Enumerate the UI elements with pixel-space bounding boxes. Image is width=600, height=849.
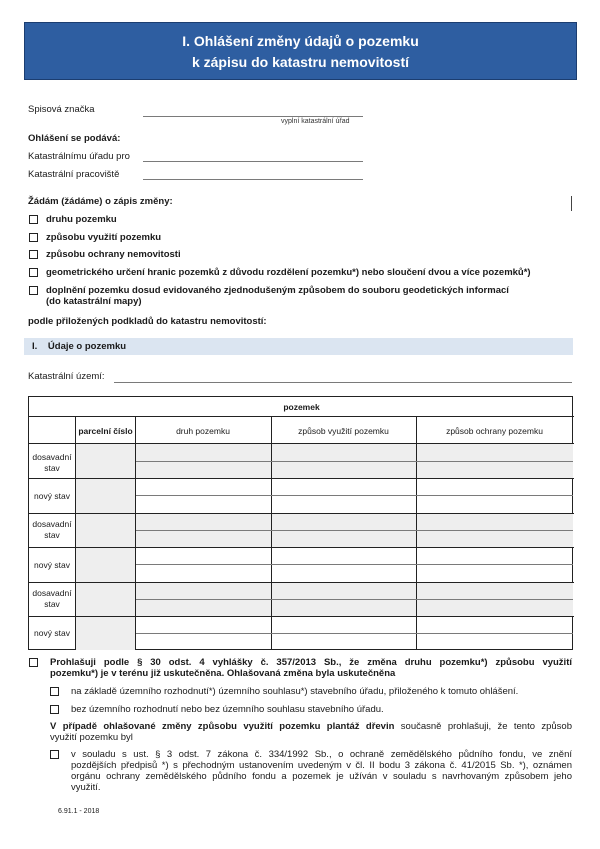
option-zpusob-ochrany: způsobu ochrany nemovitosti: [46, 249, 181, 260]
row-label-novy-1: nový stav: [34, 491, 70, 501]
form-title-line1: I. Ohlášení změny údajů o pozemku: [182, 33, 419, 49]
podkladu-label: podle přiložených podkladů do katastru nemovitostí:: [28, 316, 267, 327]
form-header: [24, 22, 577, 80]
checkbox-zpusob-ochrany[interactable]: [29, 250, 38, 259]
row-label-dosavadni-1: dosavadní stav: [32, 452, 72, 473]
header-zpusob-vyuziti: způsob využití pozemku: [298, 426, 389, 436]
ohlaseni-podava-label: Ohlášení se podává:: [28, 133, 121, 144]
text-cursor: [571, 196, 572, 211]
checkbox-v-souladu[interactable]: [50, 750, 59, 759]
option-doplneni-pozemku-line2: (do katastrální mapy): [46, 296, 142, 307]
plantaz-statement: V případě ohlašované změny způsobu využití pozemku plantáž dřevin současně prohlašuji, že tento způsob využití pozemku byl: [50, 721, 573, 743]
checkbox-doplneni-pozemku[interactable]: [29, 286, 38, 295]
checkbox-zpusob-vyuziti[interactable]: [29, 233, 38, 242]
katastralni-uzemi-label: Katastrální území:: [28, 371, 105, 382]
uradu-pro-label: Katastrálnímu úřadu pro: [28, 151, 130, 162]
row-label-dosavadni-3: dosavadní stav: [32, 588, 72, 609]
section-udaje-o-pozemku: [24, 338, 573, 355]
uradu-pro-field[interactable]: [143, 161, 363, 162]
option-zpusob-vyuziti: způsobu využití pozemku: [46, 232, 162, 243]
row-label-novy-3: nový stav: [34, 628, 70, 638]
checkbox-druh-pozemku[interactable]: [29, 215, 38, 224]
header-druh-pozemku: druh pozemku: [176, 426, 230, 436]
pracoviste-label: Katastrální pracoviště: [28, 169, 120, 180]
checkbox-uzemni-rozhodnuti[interactable]: [50, 687, 59, 696]
table-title: pozemek: [283, 402, 320, 412]
katastralni-uzemi-field[interactable]: [114, 382, 572, 383]
header-parcelni-cislo: parcelní číslo: [78, 426, 133, 436]
vyplni-note: vyplní katastrální úřad: [281, 118, 350, 125]
spisova-znacka-field[interactable]: [143, 116, 363, 117]
checkbox-geometricke-urceni[interactable]: [29, 268, 38, 277]
spisova-znacka-label: Spisová značka: [28, 104, 95, 115]
row-label-novy-2: nový stav: [34, 560, 70, 570]
option-uzemni-rozhodnuti: na základě územního rozhodnutí*) územního souhlasu*) stavebního úřadu, přiloženého k tomuto ohlášení.: [71, 686, 519, 697]
pracoviste-field[interactable]: [143, 179, 363, 180]
option-bez-rozhodnuti: bez územního rozhodnutí nebo bez územního souhlasu stavebního úřadu.: [71, 704, 384, 715]
option-druh-pozemku: druhu pozemku: [46, 214, 117, 225]
form-code: 6.91.1 - 2018: [58, 808, 100, 815]
zadam-label: Žádám (žádáme) o zápis změny:: [28, 196, 173, 207]
option-geometricke-urceni: geometrického určení hranic pozemků z důvodu rozdělení pozemku*) nebo sloučení dvou a více pozemků*): [46, 267, 531, 278]
header-zpusob-ochrany: způsob ochrany pozemku: [446, 426, 543, 436]
form-title-line2: k zápisu do katastru nemovitostí: [191, 54, 410, 70]
law-statement: v souladu s ust. § 3 odst. 7 zákona č. 334/1992 Sb., o ochraně zemědělského půdního fondu, ve znění pozdějších předpisů *) s přechodným ustanovením uvedeným v čl. II bodu 3 zákona č. 41/2015 Sb. *), oznámen orgánu ochrany zemědělského půdního fondu a pozemek je užíván v souladu s navrhovaným způsobem jeho využití.: [71, 749, 572, 793]
section-title: Údaje o pozemku: [47, 341, 127, 352]
option-doplneni-pozemku: doplnění pozemku dosud evidovaného zjednodušeným způsobem do souboru geodetických informací: [46, 285, 509, 296]
checkbox-prohlasuji[interactable]: [29, 658, 38, 667]
section-number: I.: [32, 341, 38, 352]
checkbox-bez-rozhodnuti[interactable]: [50, 705, 59, 714]
row-label-dosavadni-2: dosavadní stav: [32, 519, 72, 540]
declaration-main: Prohlašuji podle § 30 odst. 4 vyhlášky č. 357/2013 Sb., že změna druhu pozemku*) způsobu využití pozemku*) je v terénu již uskutečněna. Ohlašovaná změna byla uskutečněna: [50, 657, 572, 679]
pozemek-table: [28, 396, 573, 650]
